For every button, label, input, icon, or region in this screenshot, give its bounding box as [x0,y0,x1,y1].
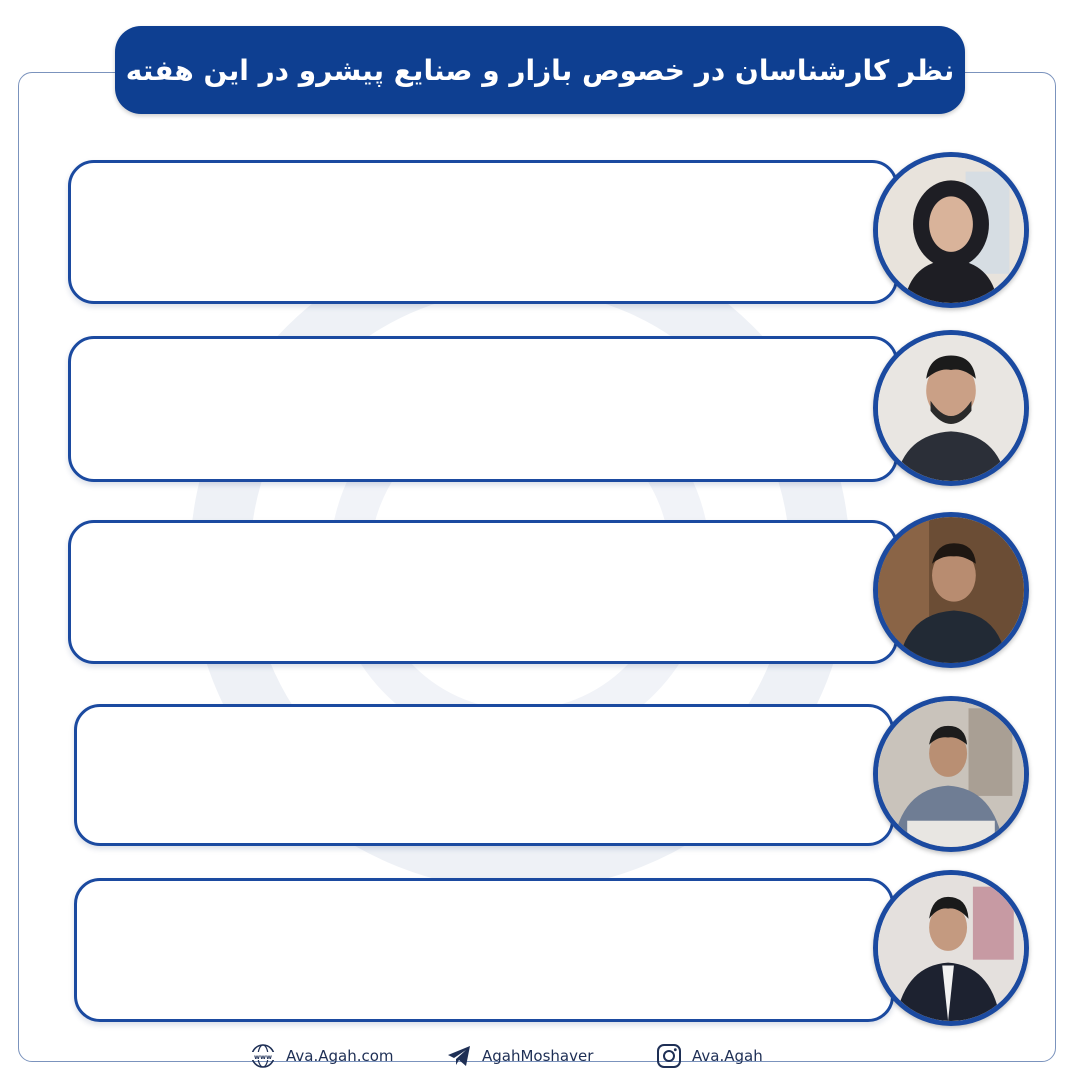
telegram-icon [446,1043,472,1069]
expert-photo-avatar [873,696,1029,852]
expert-photo-avatar [873,512,1029,668]
instagram-icon [656,1043,682,1069]
footer-website[interactable] [250,1040,394,1072]
expert-photo-avatar [873,870,1029,1026]
expert-photo-avatar [873,152,1029,308]
footer-telegram[interactable] [446,1040,593,1072]
expert-photo-avatar [873,330,1029,486]
page-title: نظر کارشناسان در خصوص بازار و صنایع پیشرو در این هفته [115,26,965,114]
footer-instagram[interactable] [656,1040,763,1072]
svg-text:www: www [253,1053,273,1061]
globe-www-icon [250,1043,276,1069]
telegram-handle[interactable]: AgahMoshaver [482,1047,594,1065]
website-link[interactable]: Ava.Agah.com [286,1047,394,1065]
instagram-handle[interactable]: Ava.Agah [692,1047,763,1065]
